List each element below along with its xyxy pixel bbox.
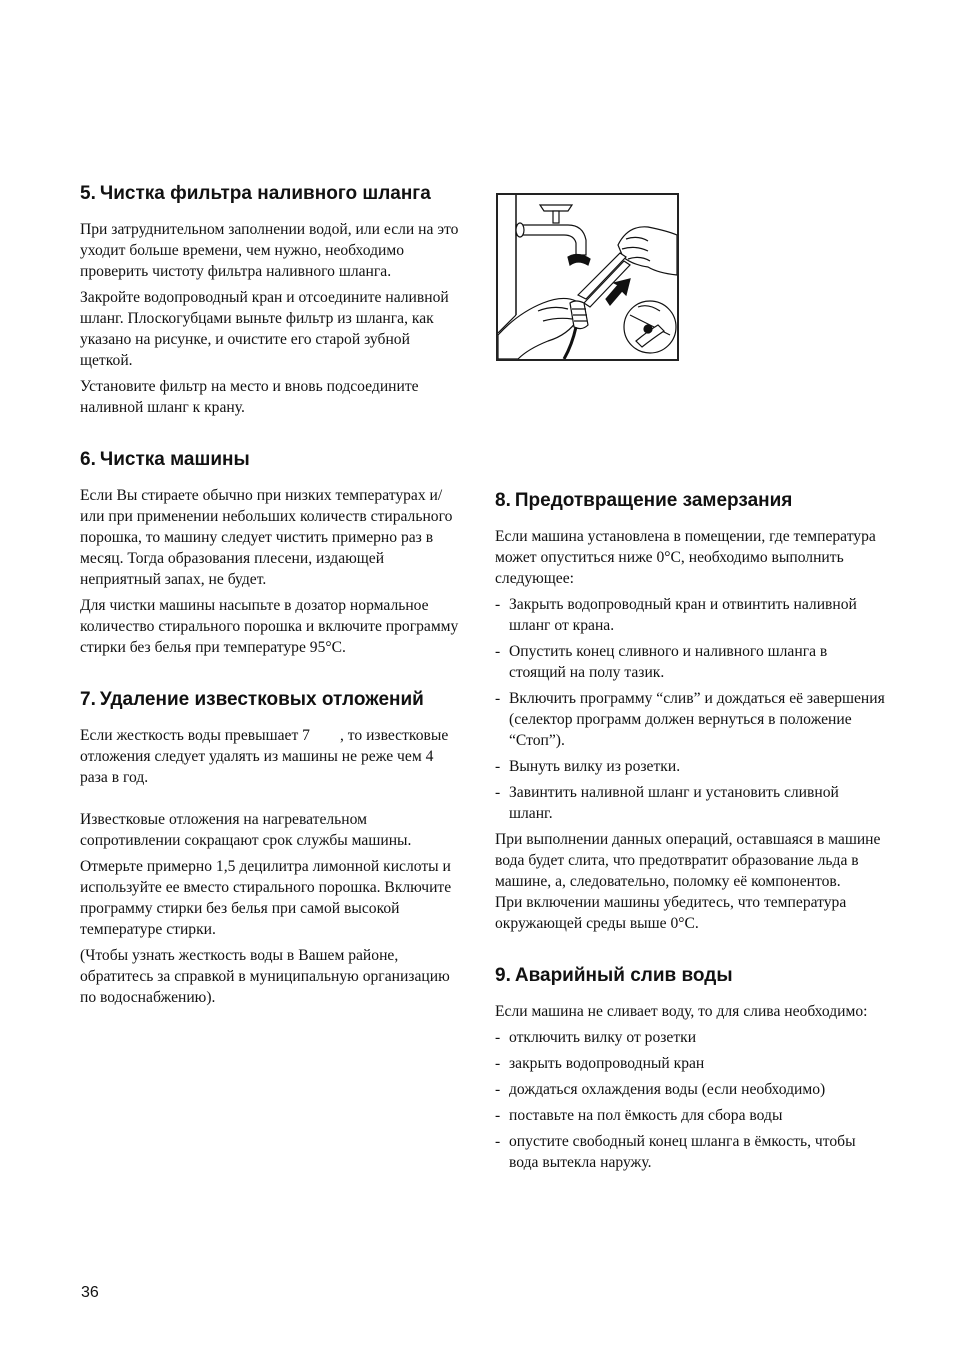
section-5-heading: [80, 183, 460, 204]
list-item: - дождаться охлаждения воды (если необходимо): [495, 1081, 826, 1098]
section-7: [80, 689, 460, 1008]
section-6-number: 6.: [80, 449, 96, 470]
section-8-heading: [495, 490, 885, 511]
section-9-heading: [495, 965, 885, 986]
left-column: [80, 183, 460, 1039]
section-8-list: [495, 594, 885, 824]
section-8-number: 8.: [495, 490, 511, 511]
list-item: - Вынуть вилку из розетки.: [495, 758, 681, 775]
list-item: - Опустить конец сливного и наливного шланга в стоящий на полу тазик.: [495, 643, 828, 681]
list-item: - отключить вилку от розетки: [495, 1029, 697, 1046]
section-9: [495, 965, 885, 1173]
section-5-title: Чистка фильтра наливного шланга: [99, 183, 431, 204]
section-9-list: [495, 1027, 885, 1173]
list-item: - Включить программу “слив” и дождаться её завершения (селектор программ должен вернуться в положение “Стоп”).: [495, 690, 885, 749]
section-5: [80, 183, 460, 418]
section-5-paragraph: Закройте водопроводный кран и отсоедините наливной шланг. Плоскогубцами выньте фильтр из шланга, как указано на рисунке, и очистите его старой зубной щеткой.: [80, 289, 449, 369]
page-number: 36: [81, 1284, 99, 1301]
hardness-text-end: , то известковые отложения следует удалять из машины не реже чем 4 раза в год.: [80, 727, 449, 786]
section-5-number: 5.: [80, 183, 96, 204]
section-7-paragraph: [80, 725, 460, 788]
section-5-paragraph: При затруднительном заполнении водой, или если на это уходит больше времени, чем нужно, необходимо проверить чистоту фильтра наливного шланга.: [80, 221, 459, 280]
section-8-title: Предотвращение замерзания: [514, 490, 793, 511]
section-5-paragraph: Установите фильтр на место и вновь подсоедините наливной шланг к крану.: [80, 378, 419, 416]
section-8-intro: Если машина установлена в помещении, где температура может опуститься ниже 0°C, необходимо выполнить следующее:: [495, 528, 876, 587]
section-7-paragraph: Отмерьте примерно 1,5 децилитра лимонной кислоты и используйте ее вместо стирального порошка. Включите программу стирки без белья при самой высокой температуре стирки.: [80, 858, 452, 938]
section-9-title: Аварийный слив воды: [514, 965, 733, 986]
list-item: - опустите свободный конец шланга в ёмкость, чтобы вода вытекла наружу.: [495, 1133, 856, 1171]
section-7-paragraph: Известковые отложения на нагревательном сопротивлении сокращают срок службы машины.: [80, 811, 412, 849]
section-7-title: Удаление известковых отложений: [99, 689, 424, 710]
list-item: - закрыть водопроводный кран: [495, 1055, 705, 1072]
section-9-intro: Если машина не сливает воду, то для слива необходимо:: [495, 1003, 868, 1020]
section-6-paragraph: Для чистки машины насыпьте в дозатор нормальное количество стирального порошка и включите программу стирки без белья при температуре 95°C.: [80, 597, 459, 656]
section-8-outro: При включении машины убедитесь, что температура окружающей среды выше 0°C.: [495, 894, 847, 932]
section-6-heading: [80, 449, 460, 470]
faucet-pliers-filter-icon: [496, 193, 679, 361]
section-8-outro: При выполнении данных операций, оставшаяся в машине вода будет слита, что предотвратит образование льда в машине, а, следовательно, поломку её компонентов.: [495, 831, 881, 890]
section-6-paragraph: Если Вы стираете обычно при низких температурах и/или при применении небольших количеств стирального порошка, то машину следует чистить примерно раз в месяц. Тогда образования плесени, издающей неприятный запах, не будет.: [80, 487, 453, 588]
section-6-title: Чистка машины: [99, 449, 250, 470]
section-9-number: 9.: [495, 965, 511, 986]
list-item: - Закрыть водопроводный кран и отвинтить наливной шланг от крана.: [495, 596, 857, 634]
section-7-paragraph: (Чтобы узнать жесткость воды в Вашем районе, обратитесь за справкой в муниципальную организацию по водоснабжению).: [80, 947, 450, 1006]
right-column: [495, 490, 885, 1204]
section-7-heading: [80, 689, 460, 710]
list-item: - Завинтить наливной шланг и установить сливной шланг.: [495, 784, 839, 822]
section-7-number: 7.: [80, 689, 96, 710]
section-8: [495, 490, 885, 934]
section-6: [80, 449, 460, 658]
hardness-text-start: Если жесткость воды превышает 7: [80, 727, 310, 744]
list-item: - поставьте на пол ёмкость для сбора воды: [495, 1107, 783, 1124]
